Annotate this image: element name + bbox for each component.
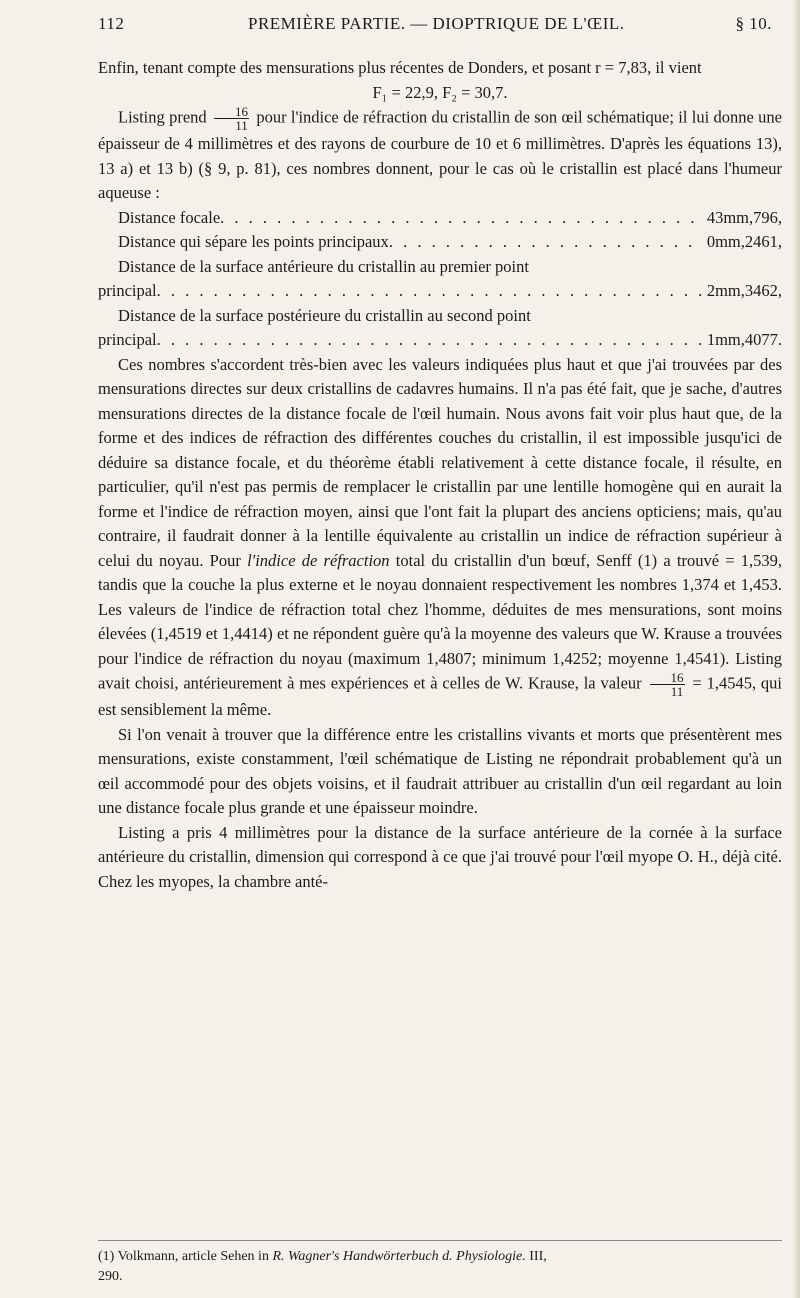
value-row-focal [98,206,782,231]
footnote-italic: R. Wagner's Handwörterbuch d. Physiologie. [272,1249,526,1264]
fraction-denominator: 11 [670,684,684,699]
footnote-divider [98,1240,782,1241]
row-value: 1mm,4077. [706,330,782,349]
printer-signature: 290. [98,1269,123,1284]
page-edge-shadow [792,0,800,1298]
comparison-italic: l'indice de réfraction [247,550,390,570]
row-value: 43mm,796, [706,207,782,227]
listing-text-a: Listing prend [118,107,207,127]
equation-focal: F₁ = 22,9, F₂ = 30,7. [372,82,508,102]
row-value: 0mm,2461, [706,232,782,251]
row-value: 2mm,3462, [706,281,782,300]
footnote [98,1247,782,1287]
value-row-posterior [98,328,782,353]
fraction-numerator: 16 [214,105,249,119]
comparison-text-c: = 1,4545, qui est sensiblement la même. [98,673,783,719]
body-text [98,56,782,894]
paragraph-cornea: Listing a pris 4 millimètres pour la distance de la surface antérieure de la cornée à la surface antérieure du cristallin, dimension qui correspond à ce que j'ai trouvé pour l'œil myope O. H., déjà cité. Chez les myopes, la chambre anté- [98,822,782,891]
row-label: principal [98,281,157,300]
dot-leader [220,206,703,231]
value-row-anterior [98,279,782,304]
fraction-denominator: 11 [235,118,248,133]
section-number: § 10. [735,14,772,33]
paragraph-comparison [98,353,782,723]
fraction-16-11 [214,105,249,132]
row-label: principal [98,330,157,349]
paragraph-listing [98,105,782,206]
running-title: PREMIÈRE PARTIE. — DIOPTRIQUE DE L'ŒIL. [248,14,625,33]
footnote-text-a: (1) Volkmann, article Sehen in [98,1249,269,1264]
paragraph-intro: Enfin, tenant compte des mensurations plus récentes de Donders, et posant r = 7,83, il vient [98,58,702,77]
fraction-16-11-second [650,671,685,698]
dot-leader [389,230,703,255]
comparison-text-b: total du cristallin d'un bœuf, Senff (1) a trouvé = 1,539, tandis que la couche la plus externe et le noyau donnaient respectivement les nombres 1,374 et 1,453. Les valeurs de l'indice de réfraction total chez l'homme, déduites de mes mensurations, sont moins élevées (1,4519 et 1,4414) et ne répondent guère qu'à la moyenne des valeurs que W. Krause a trouvées pour l'indice de réfraction du noyau (maximum 1,4807; minimum 1,4252; moyenne 1,4541). Listing avait choisi, antérieurement à mes expériences et à celles de W. Krause, la valeur [98,550,783,693]
paragraph-living-lens: Si l'on venait à trouver que la différence entre les cristallins vivants et morts que présentèrent mes mensurations, existe constamment, l'œil schématique de Listing ne répondrait probablement qu'à un œil accommodé pour des objets voisins, et il faudrait attribuer au cristallin d'un œil regardant au loin une distance focale plus grande et une épaisseur moindre. [98,724,782,817]
comparison-text-a: Ces nombres s'accordent très-bien avec les valeurs indiquées plus haut et que j'ai trouvées par des mensurations directes sur deux cristallins de cadavres humains. Il n'a pas été fait, que je sache, d'autres mensurations directes de la distance focale de l'œil humain. Nous avons fait voir plus haut que, de la forme et des indices de réfraction des différentes couches du cristallin, il est impossible jusqu'ici de déduire sa distance focale, et du théorème établi relativement à cette distance focale, il résulte, en particulier, qu'il n'est pas permis de remplacer le cristallin par une lentille homogène qui en aurait la forme et l'indice de réfraction moyen, ainsi que l'ont fait la plupart des anciens opticiens; mais, qu'au contraire, il faudrait donner à la lentille équivalente au cristallin un indice de réfraction supérieur à celui du noyau. Pour [98,354,782,570]
fraction-numerator: 16 [650,671,685,685]
row-label-posterior: Distance de la surface postérieure du cristallin au second point [118,305,531,325]
row-label: Distance focale [118,207,221,227]
page-number: 112 [98,14,125,33]
dot-leader [157,279,703,304]
running-head [98,14,772,40]
row-label-anterior: Distance de la surface antérieure du cristallin au premier point [118,256,529,276]
footnote-text-b: III, [529,1249,547,1264]
row-label: Distance qui sépare les points principaux [118,232,389,251]
listing-text-b: pour l'indice de réfraction du cristallin de son œil schématique; il lui donne une épaisseur de 4 millimètres et des rayons de courbure de 10 et 6 millimètres. D'après les équations 13), 13 a) et 13 b) (§ 9, p. 81), ces nombres donnent, pour le cas où le cristallin est placé dans l'humeur aqueuse : [98,107,782,202]
value-row-principal-points [98,230,782,255]
dot-leader [157,328,703,353]
